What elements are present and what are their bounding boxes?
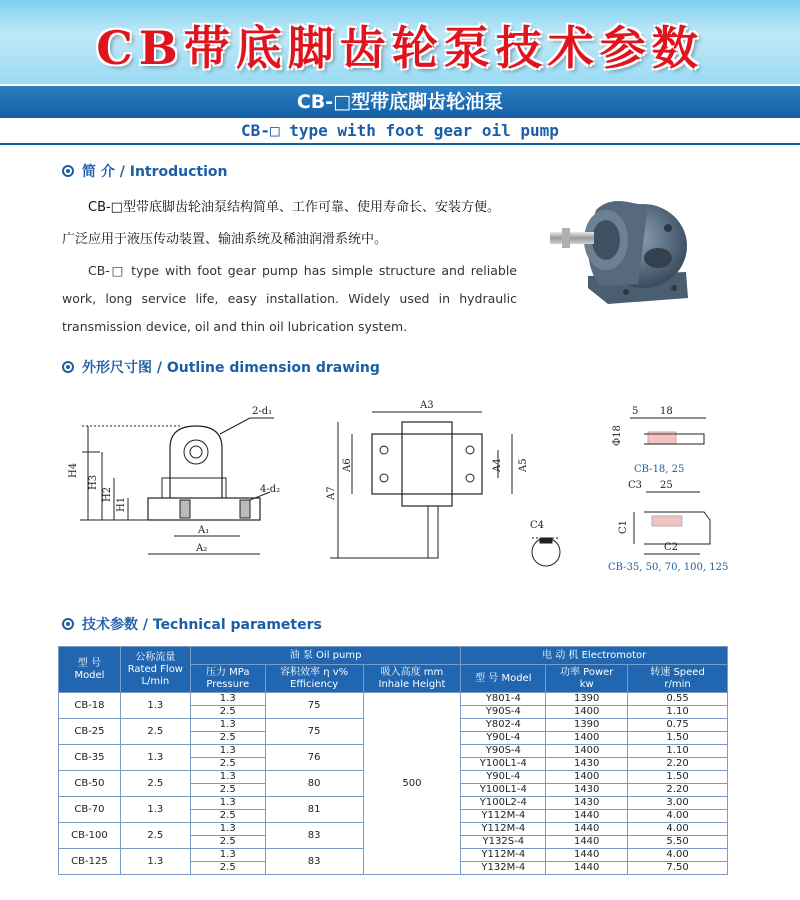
- speed-cell: 4.00: [628, 823, 728, 836]
- pressure-cell: 2.5: [190, 784, 265, 797]
- efficiency-cell: 75: [265, 693, 363, 719]
- label-H3: H3: [88, 474, 99, 490]
- speed-cell: 0.55: [628, 693, 728, 706]
- flow-cell: 1.3: [120, 693, 190, 719]
- label-C1: C1: [618, 519, 629, 534]
- pressure-cell: 1.3: [190, 719, 265, 732]
- speed-cell: 1.10: [628, 745, 728, 758]
- banner: [0, 0, 800, 84]
- outline-heading: 外形尺寸图 / Outline dimension drawing: [62, 357, 380, 377]
- motor-model-cell: Y90S-4: [461, 706, 546, 719]
- efficiency-cell: 83: [265, 849, 363, 875]
- pressure-cell: 1.3: [190, 693, 265, 706]
- label-A7: A7: [326, 486, 337, 500]
- power-cell: 1400: [546, 732, 628, 745]
- speed-cell: 2.20: [628, 758, 728, 771]
- power-cell: 1430: [546, 797, 628, 810]
- power-cell: 1400: [546, 771, 628, 784]
- banner-title: CB带底脚齿轮泵技术参数: [96, 21, 704, 75]
- motor-model-cell: Y112M-4: [461, 823, 546, 836]
- outline-drawing: [60, 388, 740, 588]
- motor-model-cell: Y802-4: [461, 719, 546, 732]
- motor-model-cell: Y801-4: [461, 693, 546, 706]
- speed-cell: 7.50: [628, 862, 728, 875]
- label-H1: H1: [116, 496, 127, 512]
- power-cell: 1400: [546, 706, 628, 719]
- title-cn: CB-□型带底脚齿轮油泵: [0, 86, 800, 118]
- speed-cell: 4.00: [628, 849, 728, 862]
- power-cell: 1440: [546, 823, 628, 836]
- power-cell: 1390: [546, 693, 628, 706]
- power-cell: 1390: [546, 719, 628, 732]
- intro-cn-line1: CB-□型带底脚齿轮油泵结构简单、工作可靠、使用寿命长、安装方便。: [88, 200, 500, 215]
- label-C3: C3: [628, 480, 643, 491]
- speed-cell: 1.50: [628, 732, 728, 745]
- key-detail-small: [630, 418, 706, 444]
- pressure-cell: 1.3: [190, 797, 265, 810]
- motor-model-cell: Y132M-4: [461, 862, 546, 875]
- efficiency-cell: 80: [265, 771, 363, 797]
- pressure-cell: 1.3: [190, 823, 265, 836]
- header-electromotor: 电 动 机 Electromotor: [461, 647, 728, 665]
- label-A2: A₂: [196, 543, 208, 554]
- pressure-cell: 1.3: [190, 745, 265, 758]
- header-oil-pump: 油 泵 Oil pump: [190, 647, 461, 665]
- flow-cell: 2.5: [120, 719, 190, 745]
- intro-en-text: CB-□ type with foot gear pump has simple structure and reliable work, long service life, easy installation. Widely used in hydraulic transmission device, oil and thin oil lubrication system.: [62, 263, 517, 334]
- label-25: 25: [660, 480, 673, 491]
- power-cell: 1430: [546, 758, 628, 771]
- motor-model-cell: Y90S-4: [461, 745, 546, 758]
- label-H4: H4: [68, 462, 79, 478]
- power-cell: 1400: [546, 745, 628, 758]
- inhale-cell: 500: [363, 693, 461, 875]
- label-A1: A₁: [198, 525, 210, 536]
- pressure-cell: 2.5: [190, 706, 265, 719]
- label-d2: 4-d₂: [260, 484, 281, 495]
- header-inhale: 吸入高度 mm Inhale Height: [363, 665, 461, 693]
- motor-model-cell: Y100L1-4: [461, 758, 546, 771]
- header-model: 型 号 Model: [59, 647, 121, 693]
- gear-pump-image: [548, 188, 698, 308]
- model-cell: CB-35: [59, 745, 121, 771]
- model-cell: CB-70: [59, 797, 121, 823]
- label-A4: A4: [492, 458, 503, 472]
- flow-cell: 2.5: [120, 823, 190, 849]
- speed-cell: 1.50: [628, 771, 728, 784]
- shaft-section: [532, 538, 560, 566]
- pressure-cell: 2.5: [190, 732, 265, 745]
- speed-cell: 1.10: [628, 706, 728, 719]
- label-A6: A6: [342, 458, 353, 472]
- label-C2: C2: [664, 542, 679, 553]
- label-18: 18: [660, 406, 673, 417]
- power-cell: 1440: [546, 862, 628, 875]
- top-view: [330, 412, 512, 558]
- intro-cn-line2: 广泛应用于液压传动装置、输油系统及稀油润滑系统中。: [62, 232, 388, 247]
- power-cell: 1440: [546, 849, 628, 862]
- header-flow: 公称流量 Rated Flow L/min: [120, 647, 190, 693]
- efficiency-cell: 83: [265, 823, 363, 849]
- params-heading: 技术参数 / Technical parameters: [62, 614, 322, 634]
- label-A5: A5: [518, 458, 529, 472]
- motor-model-cell: Y100L2-4: [461, 797, 546, 810]
- efficiency-cell: 81: [265, 797, 363, 823]
- header-pressure: 压力 MPa Pressure: [190, 665, 265, 693]
- label-cb-small: CB-18, 25: [634, 464, 685, 475]
- pressure-cell: 2.5: [190, 862, 265, 875]
- motor-model-cell: Y90L-4: [461, 732, 546, 745]
- header-speed: 转速 Speed r/min: [628, 665, 728, 693]
- power-cell: 1440: [546, 810, 628, 823]
- label-H2: H2: [102, 486, 113, 502]
- label-C4: C4: [530, 520, 545, 531]
- bullet-icon: [62, 361, 74, 373]
- speed-cell: 4.00: [628, 810, 728, 823]
- pressure-cell: 1.3: [190, 771, 265, 784]
- flow-cell: 1.3: [120, 797, 190, 823]
- label-phi18: Φ18: [612, 425, 623, 446]
- model-cell: CB-50: [59, 771, 121, 797]
- parameters-body: [59, 693, 728, 875]
- bullet-icon: [62, 618, 74, 630]
- model-cell: CB-25: [59, 719, 121, 745]
- pressure-cell: 1.3: [190, 849, 265, 862]
- label-5: 5: [632, 406, 639, 417]
- efficiency-cell: 75: [265, 719, 363, 745]
- intro-heading: 简 介 / Introduction: [62, 161, 228, 181]
- pressure-cell: 2.5: [190, 758, 265, 771]
- efficiency-cell: 76: [265, 745, 363, 771]
- header-efficiency: 容积效率 η v% Efficiency: [265, 665, 363, 693]
- speed-cell: 2.20: [628, 784, 728, 797]
- header-motor-model: 型 号 Model: [461, 665, 546, 693]
- pressure-cell: 2.5: [190, 836, 265, 849]
- motor-model-cell: Y132S-4: [461, 836, 546, 849]
- parameters-table: [58, 646, 728, 875]
- motor-model-cell: Y112M-4: [461, 849, 546, 862]
- flow-cell: 1.3: [120, 849, 190, 875]
- table-row: [59, 693, 728, 706]
- model-cell: CB-125: [59, 849, 121, 875]
- title-en: CB-□ type with foot gear oil pump: [0, 119, 800, 145]
- power-cell: 1430: [546, 784, 628, 797]
- motor-model-cell: Y100L1-4: [461, 784, 546, 797]
- label-d1: 2-d₁: [252, 406, 273, 417]
- label-cb-large: CB-35, 50, 70, 100, 125: [608, 562, 729, 573]
- speed-cell: 0.75: [628, 719, 728, 732]
- speed-cell: 5.50: [628, 836, 728, 849]
- model-cell: CB-18: [59, 693, 121, 719]
- pressure-cell: 2.5: [190, 810, 265, 823]
- power-cell: 1440: [546, 836, 628, 849]
- speed-cell: 3.00: [628, 797, 728, 810]
- motor-model-cell: Y112M-4: [461, 810, 546, 823]
- header-power: 功率 Power kw: [546, 665, 628, 693]
- motor-model-cell: Y90L-4: [461, 771, 546, 784]
- model-cell: CB-100: [59, 823, 121, 849]
- bullet-icon: [62, 165, 74, 177]
- flow-cell: 2.5: [120, 771, 190, 797]
- front-view: [80, 418, 274, 554]
- flow-cell: 1.3: [120, 745, 190, 771]
- label-A3: A3: [420, 400, 434, 411]
